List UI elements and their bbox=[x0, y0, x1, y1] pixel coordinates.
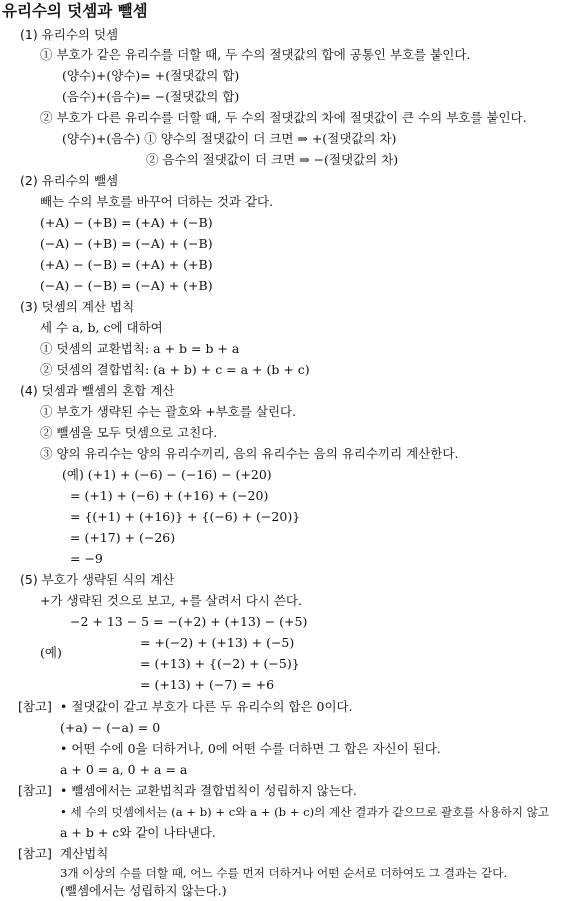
note-tag: [참고] bbox=[18, 783, 52, 798]
example-line: = (+13) + {(−2) + (−5)} bbox=[140, 656, 300, 671]
example-label: (예) bbox=[40, 645, 62, 660]
note-line: (+a) − (−a) = 0 bbox=[60, 720, 161, 735]
example-line: −2 + 13 − 5 = −(+2) + (+13) − (+5) bbox=[70, 614, 308, 629]
rule-text: ② 부호가 다른 유리수를 더할 때, 두 수의 절댓값의 차에 절댓값이 큰 수의 부호를 붙인다. bbox=[40, 110, 527, 125]
example-line: = −9 bbox=[70, 551, 103, 566]
example-line: = (+1) + (−6) + (+16) + (−20) bbox=[70, 488, 269, 503]
section-description: +가 생략된 것으로 보고, +를 살려서 다시 쓴다. bbox=[40, 593, 302, 608]
section-description: 빼는 수의 부호를 바꾸어 더하는 것과 같다. bbox=[40, 194, 274, 209]
example-line: = (+13) + (−7) = +6 bbox=[140, 677, 275, 692]
example-line: = (+17) + (−26) bbox=[70, 530, 176, 545]
equation: (−A) − (+B) = (−A) + (−B) bbox=[40, 236, 213, 251]
note-line: (뺄셈에서는 성립하지 않는다.) bbox=[60, 883, 227, 898]
example-line: (양수)+(양수)= +(절댓값의 합) bbox=[62, 68, 240, 83]
example-line: = {(+1) + (+16)} + {(−6) + (−20)} bbox=[70, 509, 301, 524]
example-line: ② 음수의 절댓값이 더 크면 ⇒ −(절댓값의 차) bbox=[146, 152, 399, 167]
note-line: a + 0 = a, 0 + a = a bbox=[60, 762, 188, 777]
note-line: a + b + c와 같이 나타낸다. bbox=[60, 825, 216, 840]
example-line: (음수)+(음수)= −(절댓값의 합) bbox=[62, 89, 240, 104]
section-heading: (1) 유리수의 덧셈 bbox=[20, 27, 119, 42]
equation: (+A) − (+B) = (+A) + (−B) bbox=[40, 215, 213, 230]
example-line: = +(−2) + (+13) + (−5) bbox=[140, 635, 295, 650]
law-text: ② 덧셈의 결합법칙: (a + b) + c = a + (b + c) bbox=[40, 362, 310, 377]
note-line: 3개 이상의 수를 더할 때, 어느 수를 먼저 더하거나 어떤 순서로 더하여도 그 결과는 같다. bbox=[60, 866, 508, 880]
note-tag: [참고] bbox=[18, 846, 52, 861]
rule-text: ① 부호가 같은 유리수를 더할 때, 두 수의 절댓값의 합에 공통인 부호를 붙인다. bbox=[40, 47, 471, 62]
section-heading: (4) 덧셈과 뺄셈의 혼합 계산 bbox=[20, 383, 175, 398]
step-text: ② 뺄셈을 모두 덧셈으로 고친다. bbox=[40, 425, 218, 440]
equation: (−A) − (−B) = (−A) + (+B) bbox=[40, 278, 213, 293]
page-title: 유리수의 덧셈과 뺄셈 bbox=[2, 2, 148, 20]
note-line: • 어떤 수에 0을 더하거나, 0에 어떤 수를 더하면 그 합은 자신이 된다. bbox=[60, 741, 441, 756]
section-heading: (5) 부호가 생략된 식의 계산 bbox=[20, 572, 175, 587]
step-text: ③ 양의 유리수는 양의 유리수끼리, 음의 유리수는 음의 유리수끼리 계산한다. bbox=[40, 446, 459, 461]
note-line: • 뺄셈에서는 교환법칙과 결합법칙이 성립하지 않는다. bbox=[60, 783, 357, 798]
note-tag: [참고] bbox=[18, 699, 52, 714]
law-text: ① 덧셈의 교환법칙: a + b = b + a bbox=[40, 341, 240, 356]
section-heading: (3) 덧셈의 계산 법칙 bbox=[20, 299, 135, 314]
example-line: (예) (+1) + (−6) − (−16) − (+20) bbox=[62, 467, 272, 482]
section-heading: (2) 유리수의 뺄셈 bbox=[20, 173, 119, 188]
step-text: ① 부호가 생략된 수는 괄호와 +부호를 살린다. bbox=[40, 404, 297, 419]
example-line: (양수)+(음수) ① 양수의 절댓값이 더 크면 ⇒ +(절댓값의 차) bbox=[62, 131, 397, 146]
equation: (+A) − (−B) = (+A) + (+B) bbox=[40, 257, 213, 272]
note-line: 계산법칙 bbox=[60, 846, 109, 861]
note-line: • 절댓값이 같고 부호가 다른 두 유리수의 합은 0이다. bbox=[60, 699, 353, 714]
note-line: • 세 수의 덧셈에서는 (a + b) + c와 a + (b + c)의 계산 결과가 같으므로 괄호를 사용하지 않고 bbox=[60, 805, 550, 819]
section-description: 세 수 a, b, c에 대하여 bbox=[40, 320, 163, 335]
